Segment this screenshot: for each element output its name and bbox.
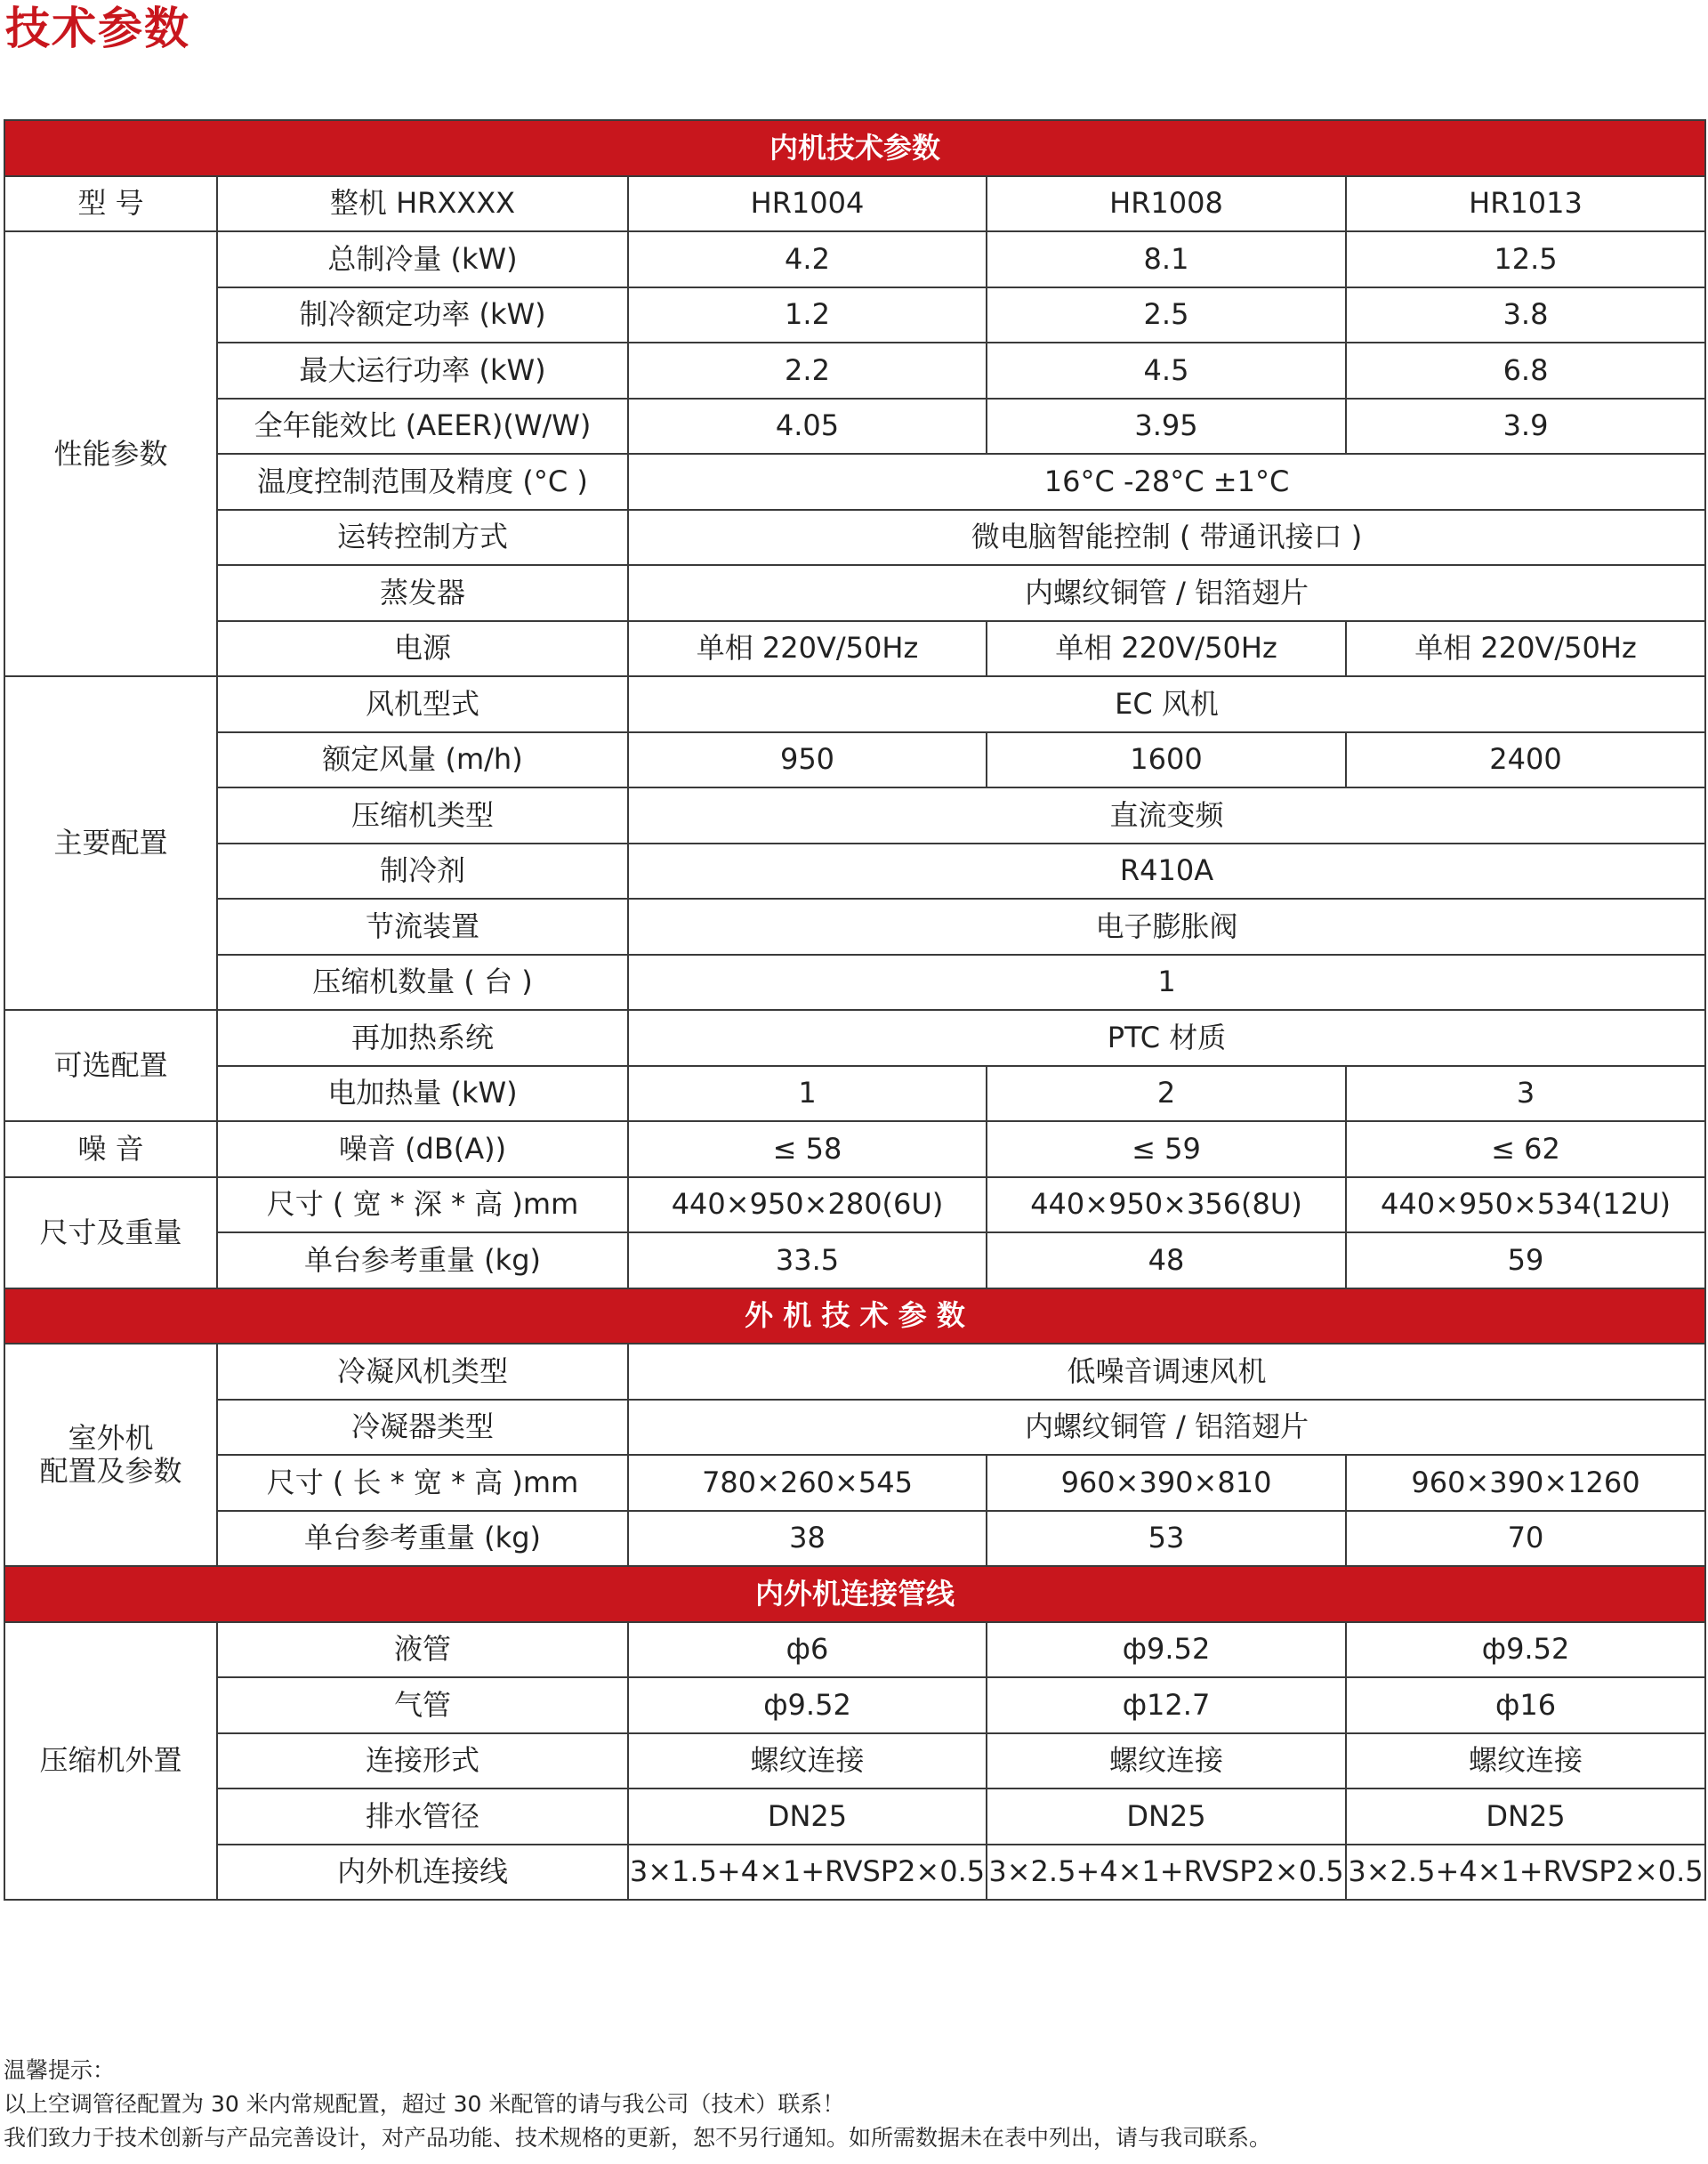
value-cell: 4.2 xyxy=(628,231,987,287)
merged-value-cell: 低噪音调速风机 xyxy=(628,1344,1705,1400)
value-cell: 780×260×545 xyxy=(628,1455,987,1511)
value-cell: 59 xyxy=(1346,1232,1705,1288)
param-label-cell: 温度控制范围及精度 (°C ) xyxy=(217,454,628,510)
table-row xyxy=(4,787,1705,844)
value-cell: 3×2.5+4×1+RVSP2×0.5 xyxy=(1346,1845,1705,1901)
notes-line-1: 以上空调管径配置为 30 米内常规配置，超过 30 米配管的请与我公司（技术）联系！ xyxy=(4,2091,845,2117)
table-row xyxy=(4,1845,1705,1901)
value-cell: ф9.52 xyxy=(1346,1622,1705,1678)
param-label-cell: 连接形式 xyxy=(217,1733,628,1789)
table-row xyxy=(4,399,1705,455)
table-row xyxy=(4,844,1705,900)
value-cell: 6.8 xyxy=(1346,343,1705,399)
value-cell: 螺纹连接 xyxy=(628,1733,987,1789)
group-label-optional: 可选配置 xyxy=(4,1010,217,1121)
value-cell: 2 xyxy=(987,1066,1346,1122)
value-cell: ф9.52 xyxy=(628,1677,987,1733)
param-label-cell: 排水管径 xyxy=(217,1789,628,1845)
value-cell: 3 xyxy=(1346,1066,1705,1122)
param-label-cell: 最大运行功率 (kW) xyxy=(217,343,628,399)
table-row xyxy=(4,1232,1705,1288)
table-row xyxy=(4,1066,1705,1122)
param-label-cell: 尺寸 ( 宽 * 深 * 高 )mm xyxy=(217,1177,628,1233)
param-label-cell: 全年能效比 (AEER)(W/W) xyxy=(217,399,628,455)
param-label-cell: 总制冷量 (kW) xyxy=(217,231,628,287)
section-header-outdoor: 外 机 技 术 参 数 xyxy=(4,1288,1705,1344)
value-cell: 960×390×1260 xyxy=(1346,1455,1705,1511)
param-label-cell: 气管 xyxy=(217,1677,628,1733)
table-row xyxy=(4,1455,1705,1511)
table-row xyxy=(4,343,1705,399)
table-row xyxy=(4,231,1705,287)
value-cell: DN25 xyxy=(1346,1789,1705,1845)
table-row xyxy=(4,565,1705,621)
param-label-cell: 额定风量 (m/h) xyxy=(217,732,628,788)
group-label-compressor_external: 压缩机外置 xyxy=(4,1622,217,1901)
notes xyxy=(4,2054,1271,2155)
section-header-pipes: 内外机连接管线 xyxy=(4,1566,1705,1622)
group-label-outdoor_unit: 室外机 配置及参数 xyxy=(4,1344,217,1566)
param-label-cell: 制冷额定功率 (kW) xyxy=(217,287,628,343)
table-row xyxy=(4,1733,1705,1789)
value-cell: ф6 xyxy=(628,1622,987,1678)
value-cell: 53 xyxy=(987,1511,1346,1567)
param-label-cell: 风机型式 xyxy=(217,676,628,732)
spec-table xyxy=(4,119,1706,1901)
param-label-cell: 电源 xyxy=(217,621,628,677)
param-label-cell: 蒸发器 xyxy=(217,565,628,621)
model-param-cell: 整机 HRXXXX xyxy=(217,176,628,232)
value-cell: 33.5 xyxy=(628,1232,987,1288)
notes-line-2: 我们致力于技术创新与产品完善设计，对产品功能、技术规格的更新，恕不另行通知。如所需数据未在表中列出，请与我司联系。 xyxy=(4,2125,1272,2151)
model-header-row xyxy=(4,176,1705,232)
value-cell: 单相 220V/50Hz xyxy=(987,621,1346,677)
param-label-cell: 冷凝器类型 xyxy=(217,1400,628,1456)
page-title: 技术参数 xyxy=(5,3,190,54)
value-cell: 440×950×534(12U) xyxy=(1346,1177,1705,1233)
value-cell: ≤ 59 xyxy=(987,1121,1346,1177)
merged-value-cell: 16°C -28°C ±1°C xyxy=(628,454,1705,510)
section-header-indoor: 内机技术参数 xyxy=(4,120,1705,176)
param-label-cell: 单台参考重量 (kg) xyxy=(217,1511,628,1567)
table-row xyxy=(4,1010,1705,1066)
value-cell: 螺纹连接 xyxy=(1346,1733,1705,1789)
model-name-cell: HR1008 xyxy=(987,176,1346,232)
param-label-cell: 运转控制方式 xyxy=(217,510,628,566)
value-cell: 2400 xyxy=(1346,732,1705,788)
value-cell: 12.5 xyxy=(1346,231,1705,287)
merged-value-cell: PTC 材质 xyxy=(628,1010,1705,1066)
table-row xyxy=(4,899,1705,955)
param-label-cell: 液管 xyxy=(217,1622,628,1678)
model-name-cell: HR1004 xyxy=(628,176,987,232)
table-row xyxy=(4,287,1705,343)
value-cell: 3.95 xyxy=(987,399,1346,455)
param-label-cell: 压缩机数量 ( 台 ) xyxy=(217,955,628,1011)
merged-value-cell: 内螺纹铜管 / 铝箔翅片 xyxy=(628,565,1705,621)
value-cell: 1 xyxy=(628,1066,987,1122)
value-cell: 单相 220V/50Hz xyxy=(628,621,987,677)
table-row xyxy=(4,955,1705,1011)
table-row xyxy=(4,1511,1705,1567)
value-cell: ф16 xyxy=(1346,1677,1705,1733)
value-cell: 3.8 xyxy=(1346,287,1705,343)
table-row xyxy=(4,454,1705,510)
value-cell: 螺纹连接 xyxy=(987,1733,1346,1789)
group-label-performance: 性能参数 xyxy=(4,231,217,676)
value-cell: ≤ 62 xyxy=(1346,1121,1705,1177)
value-cell: 48 xyxy=(987,1232,1346,1288)
value-cell: 70 xyxy=(1346,1511,1705,1567)
table-row xyxy=(4,510,1705,566)
value-cell: DN25 xyxy=(628,1789,987,1845)
section-header-row xyxy=(4,1288,1705,1344)
table-row xyxy=(4,1400,1705,1456)
value-cell: 950 xyxy=(628,732,987,788)
value-cell: 3×1.5+4×1+RVSP2×0.5 xyxy=(628,1845,987,1901)
merged-value-cell: 直流变频 xyxy=(628,787,1705,844)
merged-value-cell: EC 风机 xyxy=(628,676,1705,732)
value-cell: 2.5 xyxy=(987,287,1346,343)
group-label-size_weight: 尺寸及重量 xyxy=(4,1177,217,1288)
value-cell: 8.1 xyxy=(987,231,1346,287)
table-row xyxy=(4,1677,1705,1733)
value-cell: 4.5 xyxy=(987,343,1346,399)
value-cell: ≤ 58 xyxy=(628,1121,987,1177)
param-label-cell: 内外机连接线 xyxy=(217,1845,628,1901)
table-row xyxy=(4,1177,1705,1233)
value-cell: ф9.52 xyxy=(987,1622,1346,1678)
value-cell: 38 xyxy=(628,1511,987,1567)
merged-value-cell: 内螺纹铜管 / 铝箔翅片 xyxy=(628,1400,1705,1456)
param-label-cell: 制冷剂 xyxy=(217,844,628,900)
value-cell: 单相 220V/50Hz xyxy=(1346,621,1705,677)
param-label-cell: 再加热系统 xyxy=(217,1010,628,1066)
param-label-cell: 冷凝风机类型 xyxy=(217,1344,628,1400)
value-cell: 2.2 xyxy=(628,343,987,399)
table-row xyxy=(4,1789,1705,1845)
value-cell: ф12.7 xyxy=(987,1677,1346,1733)
table-row xyxy=(4,732,1705,788)
table-row xyxy=(4,621,1705,677)
value-cell: DN25 xyxy=(987,1789,1346,1845)
value-cell: 440×950×280(6U) xyxy=(628,1177,987,1233)
value-cell: 1.2 xyxy=(628,287,987,343)
merged-value-cell: 微电脑智能控制 ( 带通讯接口 ) xyxy=(628,510,1705,566)
merged-value-cell: R410A xyxy=(628,844,1705,900)
param-label-cell: 噪音 (dB(A)) xyxy=(217,1121,628,1177)
param-label-cell: 尺寸 ( 长 * 宽 * 高 )mm xyxy=(217,1455,628,1511)
group-label-noise: 噪 音 xyxy=(4,1121,217,1177)
value-cell: 3×2.5+4×1+RVSP2×0.5 xyxy=(987,1845,1346,1901)
model-label-cell: 型 号 xyxy=(4,176,217,232)
param-label-cell: 单台参考重量 (kg) xyxy=(217,1232,628,1288)
merged-value-cell: 电子膨胀阀 xyxy=(628,899,1705,955)
section-header-row xyxy=(4,1566,1705,1622)
table-row xyxy=(4,1121,1705,1177)
param-label-cell: 电加热量 (kW) xyxy=(217,1066,628,1122)
param-label-cell: 压缩机类型 xyxy=(217,787,628,844)
table-row xyxy=(4,1344,1705,1400)
value-cell: 3.9 xyxy=(1346,399,1705,455)
section-header-row xyxy=(4,120,1705,176)
group-label-main_config: 主要配置 xyxy=(4,676,217,1010)
value-cell: 440×950×356(8U) xyxy=(987,1177,1346,1233)
table-row xyxy=(4,676,1705,732)
merged-value-cell: 1 xyxy=(628,955,1705,1011)
model-name-cell: HR1013 xyxy=(1346,176,1705,232)
value-cell: 4.05 xyxy=(628,399,987,455)
notes-title: 温馨提示： xyxy=(4,2057,116,2083)
value-cell: 1600 xyxy=(987,732,1346,788)
table-row xyxy=(4,1622,1705,1678)
param-label-cell: 节流装置 xyxy=(217,899,628,955)
value-cell: 960×390×810 xyxy=(987,1455,1346,1511)
